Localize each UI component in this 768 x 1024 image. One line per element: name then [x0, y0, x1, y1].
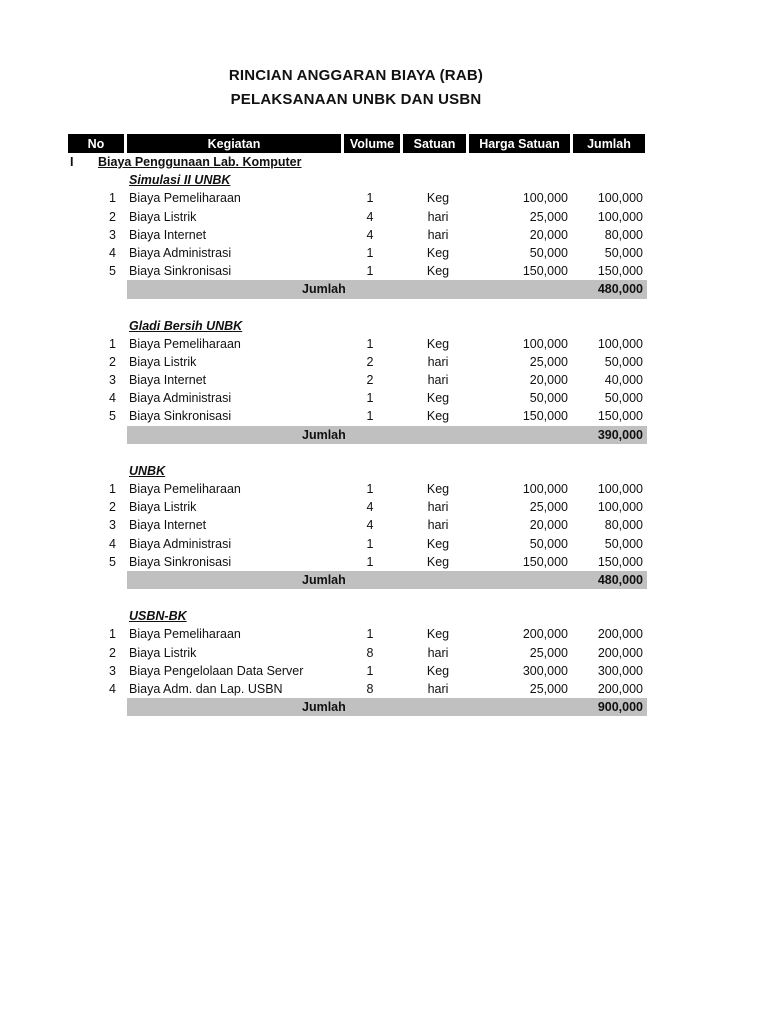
- table-row: [68, 244, 648, 262]
- row-harga-satuan: 25,000: [529, 354, 568, 369]
- row-number: 1: [109, 191, 116, 206]
- row-number: 3: [109, 663, 116, 678]
- row-harga-satuan: 150,000: [522, 409, 568, 424]
- row-satuan: Keg: [426, 663, 450, 678]
- row-jumlah: 200,000: [597, 681, 643, 696]
- row-volume: 1: [366, 627, 374, 642]
- row-number: 4: [109, 245, 116, 260]
- row-jumlah: 80,000: [604, 518, 643, 533]
- section-spacer: [68, 299, 648, 317]
- row-harga-satuan: 100,000: [522, 482, 568, 496]
- row-volume: 8: [366, 645, 374, 660]
- row-kegiatan: Biaya Listrik: [129, 354, 197, 369]
- row-kegiatan: Biaya Pemeliharaan: [129, 627, 241, 642]
- row-harga-satuan: 50,000: [529, 245, 568, 260]
- row-satuan: hari: [427, 645, 449, 660]
- header-volume: Volume: [344, 134, 400, 153]
- row-volume: 1: [366, 409, 374, 424]
- row-kegiatan: Biaya Listrik: [129, 500, 197, 515]
- row-volume: 1: [366, 663, 374, 678]
- table-row: [68, 498, 648, 516]
- row-satuan: hari: [427, 681, 449, 696]
- row-satuan: hari: [427, 500, 449, 515]
- category-number: I: [70, 155, 74, 169]
- row-satuan: hari: [427, 354, 449, 369]
- row-volume: 1: [366, 245, 374, 260]
- table-row: [68, 516, 648, 534]
- row-volume: 4: [366, 227, 374, 242]
- row-satuan: Keg: [426, 245, 450, 260]
- row-kegiatan: Biaya Pengelolaan Data Server: [129, 663, 304, 678]
- table-row: [68, 208, 648, 226]
- row-harga-satuan: 25,000: [529, 645, 568, 660]
- row-satuan: hari: [427, 209, 449, 224]
- subtotal-label: Jumlah: [302, 700, 346, 715]
- table-row: [68, 371, 648, 389]
- row-number: 3: [109, 518, 116, 533]
- table-row: [68, 335, 648, 353]
- table-row: [68, 353, 648, 371]
- section-1: [68, 171, 648, 316]
- subtotal-value: 480,000: [597, 282, 643, 297]
- row-harga-satuan: 25,000: [529, 681, 568, 696]
- row-jumlah: 100,000: [597, 209, 643, 224]
- row-satuan: hari: [427, 227, 449, 242]
- row-satuan: Keg: [426, 627, 450, 642]
- row-number: 2: [109, 354, 116, 369]
- row-number: 2: [109, 645, 116, 660]
- row-jumlah: 50,000: [604, 536, 643, 551]
- row-volume: 1: [366, 554, 374, 569]
- row-jumlah: 50,000: [604, 391, 643, 406]
- row-satuan: Keg: [426, 336, 450, 351]
- row-jumlah: 100,000: [597, 500, 643, 515]
- section-title-row: [68, 462, 648, 480]
- row-jumlah: 200,000: [597, 627, 643, 642]
- row-volume: 1: [366, 336, 374, 351]
- row-harga-satuan: 200,000: [522, 627, 568, 642]
- subtotal-value: 390,000: [597, 427, 643, 442]
- table-row: [68, 535, 648, 553]
- row-volume: 1: [366, 536, 374, 551]
- header-satuan: Satuan: [403, 134, 466, 153]
- section-title-row: [68, 171, 648, 189]
- table-row: [68, 189, 648, 207]
- row-jumlah: 150,000: [597, 264, 643, 279]
- table-row: [68, 389, 648, 407]
- row-satuan: Keg: [426, 554, 450, 569]
- row-harga-satuan: 150,000: [522, 264, 568, 279]
- row-volume: 1: [366, 482, 374, 496]
- row-harga-satuan: 25,000: [529, 500, 568, 515]
- header-harga-satuan: Harga Satuan: [469, 134, 570, 153]
- row-kegiatan: Biaya Sinkronisasi: [129, 554, 232, 569]
- row-kegiatan: Biaya Administrasi: [129, 536, 232, 551]
- row-harga-satuan: 50,000: [529, 536, 568, 551]
- row-volume: 4: [366, 500, 374, 515]
- row-kegiatan: Biaya Adm. dan Lap. USBN: [129, 681, 283, 696]
- row-number: 1: [109, 336, 116, 351]
- header-kegiatan: Kegiatan: [127, 134, 341, 153]
- row-number: 5: [109, 409, 116, 424]
- row-number: 3: [109, 373, 116, 388]
- row-number: 1: [109, 627, 116, 642]
- row-jumlah: 50,000: [604, 245, 643, 260]
- row-number: 5: [109, 554, 116, 569]
- subtotal-row: [127, 280, 647, 298]
- row-number: 4: [109, 681, 116, 696]
- row-jumlah: 150,000: [597, 409, 643, 424]
- category-label: Biaya Penggunaan Lab. Komputer: [98, 155, 302, 169]
- header-no: No: [68, 134, 124, 153]
- table-row: [68, 553, 648, 571]
- row-kegiatan: Biaya Sinkronisasi: [129, 409, 232, 424]
- section-title-row: [68, 317, 648, 335]
- row-harga-satuan: 25,000: [529, 209, 568, 224]
- table-row: [68, 226, 648, 244]
- row-kegiatan: Biaya Pemeliharaan: [129, 191, 241, 206]
- row-harga-satuan: 100,000: [522, 336, 568, 351]
- row-jumlah: 150,000: [597, 554, 643, 569]
- row-satuan: Keg: [426, 536, 450, 551]
- row-jumlah: 100,000: [597, 191, 643, 206]
- row-kegiatan: Biaya Pemeliharaan: [129, 482, 241, 496]
- section-title: USBN-BK: [129, 609, 187, 624]
- row-kegiatan: Biaya Pemeliharaan: [129, 336, 241, 351]
- row-jumlah: 80,000: [604, 227, 643, 242]
- row-volume: 1: [366, 264, 374, 279]
- section-2: [68, 317, 648, 462]
- row-satuan: Keg: [426, 482, 450, 496]
- row-kegiatan: Biaya Listrik: [129, 209, 197, 224]
- table-row: [68, 625, 648, 643]
- section-title: UNBK: [129, 463, 166, 478]
- row-number: 1: [109, 482, 116, 496]
- row-kegiatan: Biaya Internet: [129, 518, 207, 533]
- subtotal-value: 900,000: [597, 700, 643, 715]
- row-satuan: hari: [427, 373, 449, 388]
- row-satuan: Keg: [426, 409, 450, 424]
- row-number: 4: [109, 536, 116, 551]
- subtotal-label: Jumlah: [302, 427, 346, 442]
- row-number: 3: [109, 227, 116, 242]
- row-harga-satuan: 150,000: [522, 554, 568, 569]
- row-satuan: hari: [427, 518, 449, 533]
- row-number: 5: [109, 264, 116, 279]
- row-kegiatan: Biaya Sinkronisasi: [129, 264, 232, 279]
- table-row: [68, 262, 648, 280]
- table-row: [68, 680, 648, 698]
- section-4: [68, 607, 648, 716]
- subtotal-row: [127, 698, 647, 716]
- row-volume: 1: [366, 391, 374, 406]
- row-harga-satuan: 20,000: [529, 373, 568, 388]
- row-volume: 2: [366, 373, 374, 388]
- table-row: [68, 662, 648, 680]
- row-jumlah: 40,000: [604, 373, 643, 388]
- row-jumlah: 300,000: [597, 663, 643, 678]
- subtotal-row: [127, 426, 647, 444]
- row-volume: 4: [366, 518, 374, 533]
- subtotal-label: Jumlah: [302, 282, 346, 297]
- section-title: Simulasi II UNBK: [129, 173, 231, 188]
- row-volume: 2: [366, 354, 374, 369]
- row-kegiatan: Biaya Administrasi: [129, 391, 232, 406]
- table-row: [68, 644, 648, 662]
- row-harga-satuan: 300,000: [522, 663, 568, 678]
- row-harga-satuan: 20,000: [529, 518, 568, 533]
- row-jumlah: 100,000: [597, 336, 643, 351]
- row-number: 2: [109, 500, 116, 515]
- section-spacer: [68, 444, 648, 462]
- row-kegiatan: Biaya Administrasi: [129, 245, 232, 260]
- row-number: 2: [109, 209, 116, 224]
- document-title: RINCIAN ANGGARAN BIAYA (RAB): [228, 67, 484, 84]
- row-satuan: Keg: [426, 191, 450, 206]
- sections-container: [68, 171, 648, 716]
- row-volume: 4: [366, 209, 374, 224]
- table-header: [68, 134, 648, 153]
- subtotal-row: [127, 571, 647, 589]
- row-kegiatan: Biaya Listrik: [129, 645, 197, 660]
- section-3: [68, 462, 648, 607]
- table-row: [68, 480, 648, 498]
- row-harga-satuan: 100,000: [522, 191, 568, 206]
- row-volume: 8: [366, 681, 374, 696]
- row-harga-satuan: 20,000: [529, 227, 568, 242]
- budget-table: [68, 134, 648, 716]
- row-satuan: Keg: [426, 391, 450, 406]
- header-jumlah: Jumlah: [573, 134, 645, 153]
- category-row: [68, 153, 648, 171]
- row-number: 4: [109, 391, 116, 406]
- row-jumlah: 100,000: [597, 482, 643, 496]
- subtotal-value: 480,000: [597, 572, 643, 587]
- row-volume: 1: [366, 191, 374, 206]
- row-jumlah: 200,000: [597, 645, 643, 660]
- row-jumlah: 50,000: [604, 354, 643, 369]
- table-row: [68, 407, 648, 425]
- section-spacer: [68, 589, 648, 607]
- document-subtitle: PELAKSANAAN UNBK DAN USBN: [230, 91, 482, 108]
- section-title-row: [68, 607, 648, 625]
- row-kegiatan: Biaya Internet: [129, 373, 207, 388]
- row-harga-satuan: 50,000: [529, 391, 568, 406]
- row-satuan: Keg: [426, 264, 450, 279]
- subtotal-label: Jumlah: [302, 572, 346, 587]
- section-title: Gladi Bersih UNBK: [129, 318, 243, 333]
- row-kegiatan: Biaya Internet: [129, 227, 207, 242]
